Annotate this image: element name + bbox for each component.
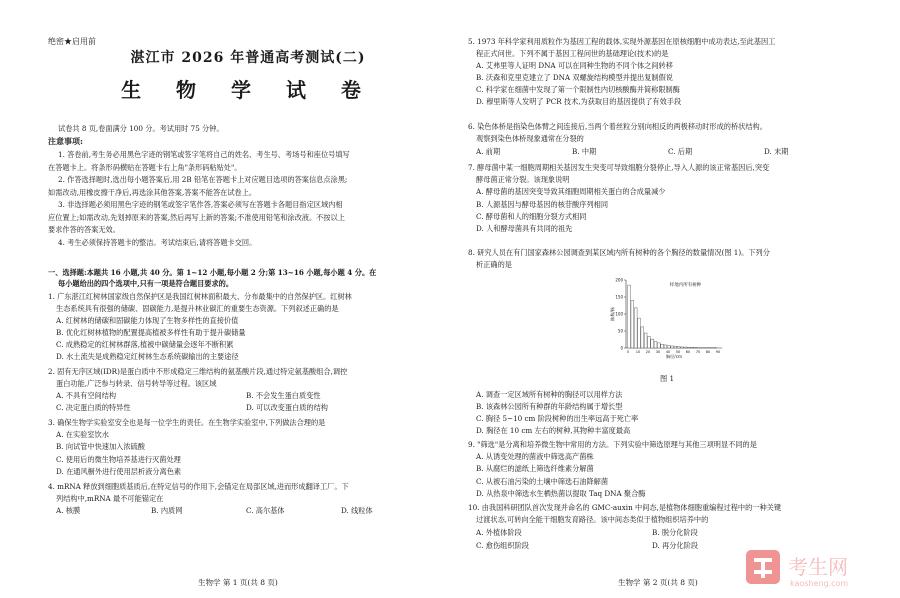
option-item: B. 脱分化阶段 — [652, 528, 698, 537]
x-tick-label: 90 — [715, 350, 721, 354]
option-item: D. 线粒体 — [341, 506, 373, 515]
option-item: C. 胸径 5~10 cm 阶段树种的出生率远高于死亡率 — [476, 414, 639, 423]
histogram-bar — [671, 346, 674, 348]
question-line: C. 酵母菌和人的细胞分裂方式相同 — [476, 211, 587, 221]
histogram-bar — [687, 347, 690, 348]
notice-line: 1. 答卷前,考生务必用黑色字迹的钢笔或签字笔将自己的姓名、考生号、考场号和座位号填写 — [58, 150, 350, 159]
question-line: D. 在通风橱外进行使用层析液分离色素 — [56, 466, 182, 476]
histogram-svg — [608, 272, 728, 374]
question-line: C. 成熟稳定的红树林群落,植被中碳储量会逐年不断积累 — [56, 340, 234, 349]
histogram-bar — [631, 300, 634, 348]
x-tick-label: 80 — [705, 350, 711, 354]
option-item: D. 胸径在 10 cm 左右的树种,其物种丰富度最高 — [476, 426, 631, 435]
x-tick-label: 20 — [645, 350, 651, 354]
left-page — [48, 0, 448, 598]
watermark-brand: 考生网 — [788, 555, 848, 579]
option-item: C. 高尔基体 — [246, 506, 285, 515]
y-axis-title: 株数/株 — [610, 307, 615, 321]
question-line: 7. 酵母菌中某一细胞周期相关基因发生突变可导致细胞分裂停止,导入人源的该正常基因后,突变 — [468, 163, 770, 172]
histogram-bar — [677, 347, 680, 348]
question-line: B. 沃森和克里克建立了 DNA 双螺旋结构模型并提出复制假说 — [476, 73, 673, 82]
question-line: 观察到染色体桥现象通常在分裂的 — [476, 134, 584, 143]
option-item: B. 内质网 — [151, 506, 183, 515]
option-item: C. 愈伤组织阶段 — [476, 541, 529, 550]
notice-line: 如需改动,用橡皮擦干净后,再选涂其他答案,答案不能答在试卷上。 — [48, 187, 257, 197]
histogram-bar — [664, 345, 667, 348]
question-line: D. 人和酵母菌具有共同的祖先 — [476, 224, 573, 233]
histogram-bar — [644, 333, 647, 348]
histogram-bar — [681, 347, 684, 348]
question-line: B. 优化红树林植物的配置提高植被多样性有助于提升碳储量 — [56, 328, 246, 337]
y-tick-label: 100 — [615, 311, 623, 317]
question-line: 列结构中,mRNA 最不可能锚定在 — [56, 494, 164, 503]
kaosheng-watermark — [744, 546, 894, 590]
option-item: D. 再分化阶段 — [652, 541, 699, 550]
question-line: 2. 固有无序区域(IDR)是蛋白质中不形成稳定三维结构的氨基酸片段,通过特定氨基酸组合,调控 — [48, 367, 348, 376]
x-tick-label: 40 — [665, 350, 671, 354]
question-line: C. 科学家在细菌中发现了第一个限制性内切核酸酶并简称限制酶 — [476, 85, 680, 94]
notice-line: 要求作答的答案无效。 — [48, 225, 120, 234]
question-line: 5. 1973 年科学家利用质粒作为基因工程的载体,实现外源基因在原核细胞中成功表达,至此基因工 — [468, 37, 776, 46]
option-item: B. 不会发生蛋白质变性 — [246, 391, 321, 400]
histogram-bar — [661, 344, 664, 348]
histogram-bar — [684, 347, 687, 348]
question-line: C. 使用后的微生物培养基进行灭菌处理 — [56, 454, 181, 464]
figure-caption: 图 1 — [660, 374, 675, 383]
notice-line: 在答题卡上。将条形码横贴在答题卡右上角"条形码粘贴处"。 — [48, 162, 242, 172]
histogram-bar — [641, 327, 644, 348]
question-line: 1. 广东湛江红树林国家级自然保护区是我国红树林面积最大、分布最集中的自然保护区。红树林 — [48, 292, 352, 301]
histogram-bar — [657, 343, 660, 348]
notice-line: 4. 考生必须保持答题卡的整洁。考试结束后,请将答题卡交回。 — [58, 237, 257, 247]
x-tick-label: 60 — [685, 350, 691, 354]
question-line: 6. 染色体桥是指染色体臂之间连接后,当两个着丝粒分别向相反的两极移动时形成的桥状结构。 — [468, 122, 767, 131]
section-heading-line: 每小题给出的四个选项中,只有一项是符合题目要求的。 — [58, 279, 234, 288]
question-line: 10. 由我国科研团队首次发现并命名的 GMC-auxin 中间态,是植物体细胞重编程过程中的一种关键 — [468, 503, 782, 512]
option-item: B. 该森林公园所有种群的年龄结构属于增长型 — [476, 402, 623, 411]
option-item: D. 可以改变蛋白质的结构 — [246, 403, 328, 412]
watermark-url: kaosheng.com — [790, 579, 849, 588]
right-page — [468, 0, 854, 598]
notice-line: 2. 作答选择题时,选出每小题答案后,用 2B 铅笔在答题卡上对应题目选项的答案信息点涂黑; — [58, 175, 348, 184]
question-line: 3. 确保生物学实验室安全也是每一位学生的责任。在生物学实验室中,下列做法合理的是 — [48, 418, 326, 427]
histogram-bar — [638, 318, 641, 348]
x-tick-label: 50 — [675, 350, 681, 354]
page-footer-left: 生物学 第 1 页(共 8 页) — [198, 578, 278, 587]
histogram-bar — [628, 285, 631, 348]
x-tick-label: 5 — [626, 350, 630, 354]
x-tick-label: 30 — [655, 350, 661, 354]
question-line: 蛋白功能,广泛参与转录、信号转导等过程。该区域 — [56, 379, 217, 388]
question-line: A. 在实验室饮水 — [56, 430, 109, 440]
question-line: 析正确的是 — [476, 260, 512, 269]
x-tick-label: 70 — [695, 350, 701, 354]
subject-title: 生 物 学 试 卷 — [121, 78, 375, 102]
question-line: A. 从诱变处理的菌液中筛选高产菌株 — [476, 452, 594, 462]
question-line: 4. mRNA 释放到细胞质基质后,在特定信号的作用下,会锚定在局部区域,进而形成翻译工厂。下 — [48, 482, 349, 491]
option-item: A. 外植体阶段 — [476, 528, 522, 537]
y-tick-label: 0 — [620, 345, 623, 351]
option-item: A. 前期 — [476, 147, 501, 156]
histogram-bar — [654, 342, 657, 348]
x-axis-title: 胸径/cm — [665, 354, 683, 359]
question-line: D. 从热泉中筛选水生栖热菌以提取 Taq DNA 聚合酶 — [476, 488, 646, 498]
exam-info: 试卷共 8 页,卷面满分 100 分。考试用时 75 分钟。 — [58, 124, 224, 133]
question-line: B. 人源基因与酵母基因的核苷酸序列相同 — [476, 199, 609, 209]
notice-heading: 注意事项: — [48, 136, 83, 146]
question-line: 8. 研究人员在有门国家森林公园调查到某区域内所有树种的各个胸径的数量情况(图 1)。下列分 — [468, 248, 770, 257]
histogram-bar — [694, 347, 697, 348]
notice-line: 3. 非选择题必须用黑色字迹的钢笔或签字笔作答,答案必须写在答题卡各题目指定区域内相 — [58, 200, 343, 209]
exam-title: 湛江市 2026 年普通高考测试(二) — [130, 50, 366, 66]
option-item: A. 调查一定区域所有树种的胸径可以用样方法 — [476, 390, 623, 399]
chart-title: 样地内所有树种 — [669, 283, 702, 288]
y-tick-label: 150 — [615, 294, 623, 300]
histogram-bar — [648, 336, 651, 348]
question-line: 9. "筛选"是分离和培养微生物中常用的方法。下列实验中筛选原理与其他三项明显不同的是 — [468, 440, 757, 449]
histogram-bar — [651, 339, 654, 348]
option-item: C. 后期 — [668, 147, 693, 156]
option-item: A. 不具有空间结构 — [56, 391, 117, 400]
notice-line: 应位置上;如需改动,先划掉原来的答案,然后再写上新的答案;不准使用铅笔和涂改液。不按以上 — [48, 212, 345, 222]
question-line: C. 从被石油污染的土壤中筛选石油降解菌 — [476, 476, 609, 486]
diameter-histogram — [608, 272, 728, 378]
option-item: D. 末期 — [764, 147, 789, 156]
question-line: A. 艾弗里等人证明 DNA 可以在同种生物的不同个体之间转移 — [476, 61, 673, 70]
option-item: C. 决定蛋白质的特异性 — [56, 403, 131, 412]
histogram-bar — [674, 346, 677, 348]
question-line: 过渡状态,可转向全能干细胞发育路径。该中间态类似于植物组织培养中的 — [476, 515, 709, 524]
section-heading-line: 一、选择题:本题共 16 小题,共 40 分。第 1~12 小题,每小题 2 分;第 13~16 小题,每小题 4 分。在 — [48, 268, 377, 277]
question-line: A. 酵母菌的基因突变导致其细胞周期相关蛋白的合成量减少 — [476, 187, 666, 197]
question-line: D. 穆里斯等人发明了 PCR 技术,为获取目的基因提供了有效手段 — [476, 97, 682, 106]
question-line: B. 从腐烂的滤纸上筛选纤维素分解菌 — [476, 464, 594, 474]
confidential-label: 绝密★启用前 — [48, 37, 96, 46]
histogram-bar — [667, 346, 670, 348]
question-line: 程正式问世。下列不属于基因工程问世的基础理论(技术)的是 — [476, 49, 669, 58]
question-line: 生态系统具有很强的储碳、固碳能力,是提升林业碳汇的重要生态资源。下列叙述正确的是 — [56, 304, 339, 313]
option-item: A. 核膜 — [56, 506, 81, 515]
question-line: D. 水土流失是成熟稳定红树林生态系统碳输出的主要途径 — [56, 352, 239, 361]
y-tick-label: 50 — [617, 328, 623, 334]
page-footer-right: 生物学 第 2 页(共 8 页) — [618, 578, 698, 587]
histogram-bar — [634, 308, 637, 348]
y-tick-label: 200 — [615, 277, 623, 283]
option-item: B. 中期 — [572, 147, 597, 156]
question-line: 酵母菌正常分裂。该现象说明 — [476, 175, 570, 185]
question-line: A. 红树林的储碳和固碳能力体现了生物多样性的直接价值 — [56, 316, 239, 325]
watermark-logo — [744, 546, 894, 590]
histogram-bar — [691, 347, 694, 348]
x-tick-label: 10 — [635, 350, 641, 354]
question-line: B. 向试管中快速加入浓硫酸 — [56, 442, 145, 452]
